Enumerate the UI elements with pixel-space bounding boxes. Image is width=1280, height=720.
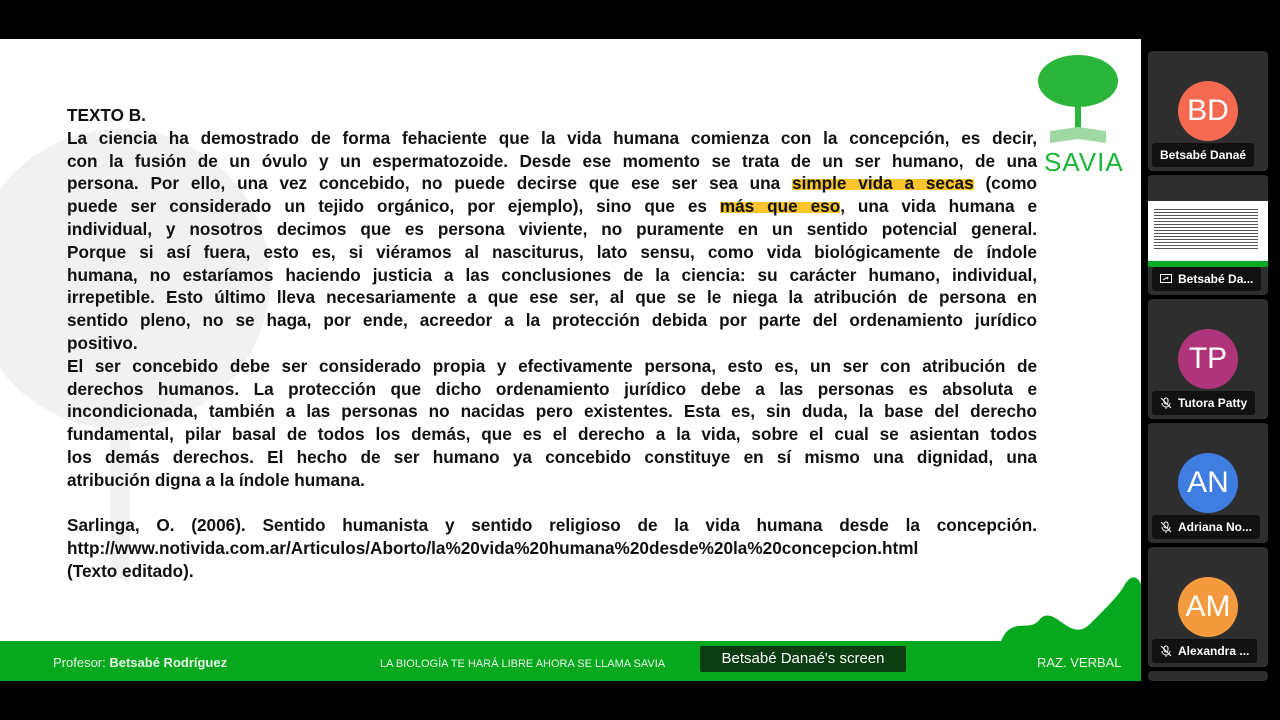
text-line (67, 355, 1037, 378)
participant-tile[interactable] (1148, 423, 1268, 543)
avatar: BD (1178, 81, 1238, 141)
text-line (67, 264, 1037, 287)
line-text: (Texto editado). (67, 560, 194, 581)
slide-footer (0, 641, 1141, 681)
text-line (67, 514, 1037, 537)
line-text: La ciencia ha demostrado de forma fehaciente que la vida humana comienza con la concepción, es decir, (67, 127, 1037, 148)
text-line (67, 537, 1037, 560)
savia-logo-text: SAVIA (1044, 147, 1124, 177)
text-line (67, 127, 1037, 150)
line-text: Sarlinga, O. (2006). Sentido humanista y sentido religioso de la vida humana desde la concepción. (67, 515, 1037, 536)
text-line (67, 378, 1037, 401)
participant-tile[interactable] (1148, 547, 1268, 667)
professor-prefix: Profesor: (53, 655, 110, 670)
highlighted-text: más que eso (719, 196, 841, 217)
text-line (67, 332, 1037, 355)
text-line (67, 150, 1037, 173)
footer-wave-decoration (1000, 574, 1141, 644)
avatar: TP (1178, 329, 1238, 389)
screen-share-thumbnail (1148, 201, 1268, 267)
participant-name: Adriana No... (1178, 520, 1253, 534)
line-text: persona. Por ello, una vez concebido, no puede decirse que ese ser sea una (67, 173, 781, 194)
participant-name-tag (1152, 391, 1255, 415)
line-text: , una vida humana e (840, 196, 1037, 217)
participant-tile-partial[interactable] (1148, 671, 1268, 681)
line-text: http://www.notivida.com.ar/Articulos/Aborto/la%20vida%20humana%20desde%20la%20concepcion.html (67, 538, 919, 559)
mic-muted-icon (1160, 397, 1172, 409)
shared-slide (0, 39, 1141, 681)
text-line (67, 400, 1037, 423)
avatar: AN (1178, 453, 1238, 513)
mic-muted-icon (1160, 645, 1172, 657)
line-text: incondicionada, también a las personas no nacidas pero existentes. Esta es, sin duda, la base del derecho (67, 401, 1037, 422)
text-line (67, 492, 1037, 515)
line-text: El ser concebido debe ser considerado propia y efectivamente persona, esto es, un ser con atribución de (67, 355, 1037, 376)
professor-name: Betsabé Rodríguez (109, 655, 228, 670)
text-line (67, 218, 1037, 241)
line-text: fundamental, pilar basal de todos los demás, que es el derecho a la vida, sobre el cual se asientan todos (67, 424, 1037, 445)
participant-name-tag (1152, 267, 1261, 291)
line-text: Porque si así fuera, esto es, si viéramos al nasciturus, lato sensu, como vida biológicamente de índole (67, 241, 1037, 262)
participant-name-tag (1152, 515, 1260, 539)
line-text: individual, y nosotros decimos que es persona viviente, no puramente en un sentido potencial general. (67, 218, 1037, 239)
text-line (67, 286, 1037, 309)
mic-muted-icon (1160, 521, 1172, 533)
participant-name: Tutora Patty (1178, 396, 1248, 410)
text-line (67, 195, 1037, 218)
text-line (67, 469, 1037, 492)
participant-name-tag (1152, 143, 1254, 167)
text-line (67, 560, 1037, 583)
line-text: los demás derechos. El hecho de ser humano ya concebido constituye en sí mismo una dignidad, una (67, 446, 1037, 467)
participant-name: Alexandra ... (1178, 644, 1250, 658)
line-text: positivo. (67, 332, 138, 353)
text-line (67, 423, 1037, 446)
line-text: derechos humanos. La protección que dicho ordenamiento jurídico debe a las personas es absoluta e (67, 378, 1037, 399)
text-line (67, 241, 1037, 264)
line-text: irrepetible. Esto último lleva necesariamente a que ese ser, al que se le niega la atribución de persona en (67, 287, 1037, 308)
text-line (67, 446, 1037, 469)
line-text: humana, no estaríamos haciendo justicia a las conclusiones de la ciencia: su carácter humano, individual, (67, 264, 1037, 285)
avatar: AM (1178, 577, 1238, 637)
line-text: con la fusión de un óvulo y un espermatozoide. Desde ese momento se trata de un ser humano, de una (67, 150, 1037, 171)
line-text: (como (985, 173, 1037, 194)
screen-share-icon (1160, 274, 1172, 285)
screen-share-label: Betsabé Danaé's screen (700, 646, 906, 672)
text-line (67, 104, 1037, 127)
participant-name: Betsabé Da... (1178, 272, 1254, 286)
line-text: puede ser considerado un tejido orgánico, por ejemplo), sino que es (67, 196, 707, 217)
participant-tile[interactable] (1148, 299, 1268, 419)
highlighted-text: simple vida a secas (792, 173, 974, 194)
text-line (67, 309, 1037, 332)
line-text: TEXTO B. (67, 105, 146, 125)
slide-text (67, 104, 1037, 583)
line-text: atribución digna a la índole humana. (67, 469, 365, 490)
line-text: sentido pleno, no se haga, por ende, acreedor a la protección debida por parte del ordenamiento jurídico (67, 310, 1037, 331)
participant-name: Betsabé Danaé (1160, 148, 1247, 162)
participant-tile[interactable] (1148, 51, 1268, 171)
footer-professor (53, 655, 227, 670)
participant-name-tag (1152, 639, 1257, 663)
participant-tile[interactable] (1148, 175, 1268, 295)
footer-slogan: LA BIOLOGÍA TE HARÁ LIBRE AHORA SE LLAMA SAVIA (380, 658, 666, 670)
text-line (67, 172, 1037, 195)
footer-course: RAZ. VERBAL (1037, 655, 1122, 670)
